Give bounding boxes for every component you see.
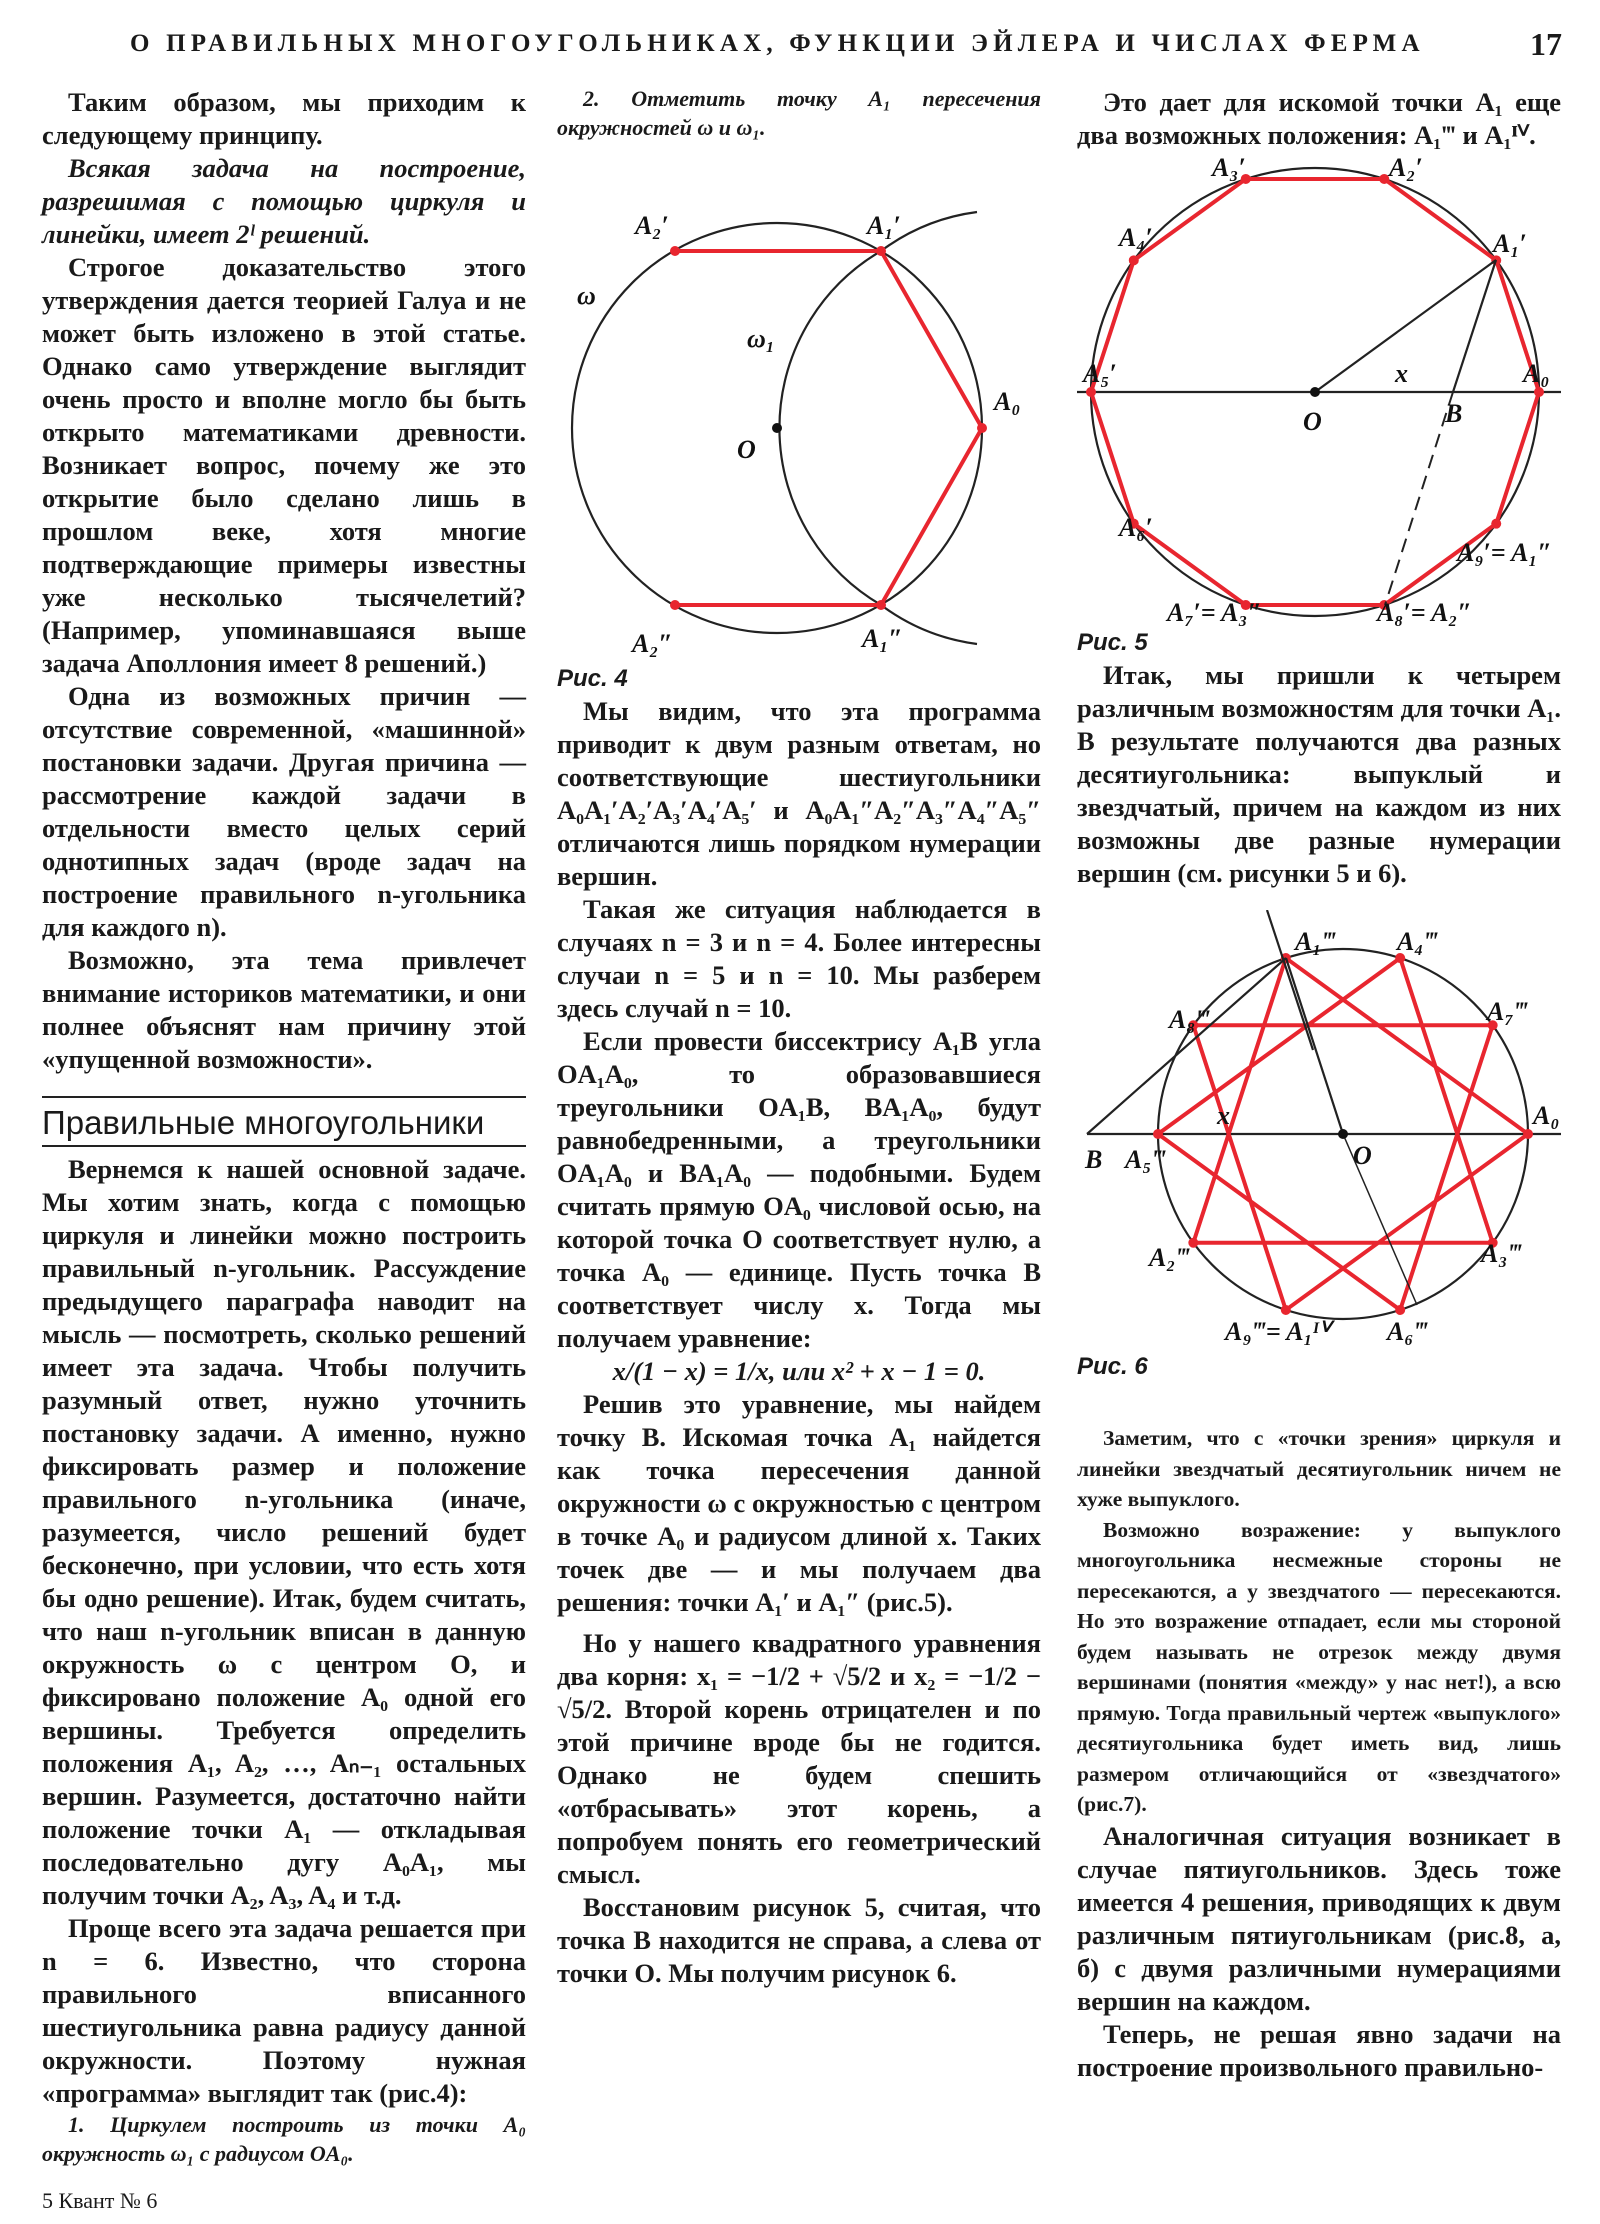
column-2 (557, 84, 1041, 1990)
paragraph: Проще всего эта задача решается при n = 6. Известно, что сторона правильного вписанного шестиугольника равна радиусу данной окружности. Поэтому нужная «программа» выглядит так (рис.4): (42, 1913, 526, 2108)
label: A₂‴ (1149, 1243, 1190, 1272)
radius-OA1 (1286, 958, 1343, 1134)
section-divider (42, 1145, 526, 1147)
label: A₂′ (635, 211, 669, 240)
paragraph: Возможно, эта тема привлечет внимание историков математики, и они полнее объяснят нам причину этой «упущенной возможности». (42, 945, 526, 1074)
center-point (1338, 1129, 1348, 1139)
paragraph: Если провести биссектрису A₁B угла OA₁A₀, то образовавшиеся треугольники OA₁B, BA₁A₀, будут равнобедренными, а треугольники OA₁A₀ и BA₁A₀ — подобными. Будем считать прямую OA₀ числовой осью, на которой точка O соответствует нулю, а точка A₀ — единице. Пусть точка B соответствует числу x. Тогда мы получаем уравнение: (557, 1026, 1041, 1353)
program-step-2: 2. Отметить точку A₁ пересечения окружностей ω и ω₁. (557, 86, 1041, 140)
label: A₈′= A₂″ (1377, 598, 1472, 626)
center-point (1310, 387, 1320, 397)
label: B (1085, 1145, 1103, 1174)
label: A₀ (994, 387, 1021, 416)
page-footer: 5 Квант № 6 (42, 2188, 158, 2213)
paragraph: Теперь, не решая явно задачи на построение произвольного правильно- (1077, 2018, 1561, 2082)
paragraph: Итак, мы пришли к четырем различным возможностям для точки A₁. В результате получаются два разных десятиугольника: выпуклый и звездчатый, причем на каждом из них возможны две разные нумерации вершин (см. рисунки 5 и 6). (1077, 660, 1561, 888)
label: A₈‴ (1169, 1005, 1210, 1034)
paragraph: Таким образом, мы приходим к следующему принципу. (42, 87, 526, 150)
figure-6-caption: Рис. 6 (1077, 1353, 1148, 1380)
column-3 (1077, 86, 1561, 2084)
label: A₄′ (1119, 223, 1153, 252)
section-divider (42, 1096, 526, 1098)
label: A₅‴ (1125, 1145, 1166, 1174)
label: x (1217, 1101, 1230, 1130)
figure-4-caption: Рис. 4 (557, 665, 628, 692)
program-step-1: 1. Циркулем построить из точки A₀ окружность ω₁ с радиусом OA₀. (42, 2112, 526, 2166)
hexagon-red (675, 251, 982, 605)
paragraph: Заметим, что с «точки зрения» циркуля и линейки звездчатый десятиугольник ничем не хуже выпуклого. (1077, 1426, 1561, 1511)
paragraph: Аналогичная ситуация возникает в случае пятиугольников. Здесь тоже имеется 4 решения, приводящих к двум различным пятиугольникам (рис.8, а, б) с двумя различными нумерациями вершин на каждом. (1077, 1820, 1561, 2016)
vertex-dot (1129, 255, 1139, 265)
vertex-dot (1395, 1305, 1405, 1315)
label: A₀ (1533, 1101, 1560, 1130)
paragraph: Мы видим, что эта программа приводит к двум разным ответам, но соответствующие шестиугольники A₀A₁′A₂′A₃′A₄′A₅′ и A₀A₁″A₂″A₃″A₄″A₅″ отличаются лишь порядком нумерации вершин. (557, 696, 1041, 891)
label: A₁‴ (1295, 927, 1336, 956)
label: ω₁ (747, 324, 775, 353)
label: A₆′ (1119, 513, 1153, 542)
vertex-dot (1281, 1305, 1291, 1315)
column-1 (42, 86, 526, 2168)
page-number: 17 (1530, 26, 1562, 62)
vertex-dot (1491, 519, 1501, 529)
principle-statement (42, 152, 526, 251)
label: A₃‴ (1481, 1239, 1522, 1268)
figure-5-caption: Рис. 5 (1077, 629, 1148, 656)
paragraph: Одна из возможных причин — отсутствие современной, «машинной» постановки задачи. Другая причина — рассмотрение каждой задачи в отдельности вместо целых серий однотипных задач (вроде задач на построение правильного n-угольника для каждого n). (42, 681, 526, 942)
label: A₉‴= A₁ᴵⱽ (1225, 1317, 1330, 1346)
paragraph: Решив это уравнение, мы найдем точку B. Искомая точка A₁ найдется как точка пересечения данной окружности ω с окружностью с центром в точке A₀ и радиусом длиной x. Таких точек две — и мы получаем два решения: точки A₁′ и A₁″ (рис.5). (557, 1389, 1041, 1617)
label: B (1445, 399, 1463, 428)
paragraph: Но у нашего квадратного уравнения два корня: x₁ = −1/2 + √5/2 и x₂ = −1/2 − √5/2. Второй корень отрицателен и по этой причине вроде бы не годится. Однако не будем спешить «отбрасывать» этот корень, а попробуем понять его геометрический смысл. (557, 1628, 1041, 1889)
label: O (1353, 1141, 1372, 1170)
running-header: О ПРАВИЛЬНЫХ МНОГОУГОЛЬНИКАХ, ФУНКЦИИ ЭЙЛЕРА И ЧИСЛАХ ФЕРМА (130, 30, 1425, 57)
paragraph: Возможно возражение: у выпуклого многоугольника несмежные стороны не пересекаются, а у звездчатого — пересекаются. Но это возражение отпадает, если мы стороной будем называть не отрезок между двумя вершинами (понятия «между» у нас нет!), а всю прямую. Тогда правильный чертеж «выпуклого» десятиугольника будет иметь вид, лишь размером отличающийся от «звездчатого» (рис.7). (1077, 1517, 1561, 1816)
principle-text: Всякая задача на построение, разрешимая с помощью циркуля и линейки, имеет 2ˡ решений. (42, 153, 526, 249)
label: O (1303, 407, 1322, 436)
label: A₁′ (1493, 229, 1527, 258)
bisector-A1B (1453, 260, 1496, 392)
aside-text (1077, 1423, 1561, 1820)
paragraph: Строгое доказательство этого утверждения дается теорией Галуа и не может быть изложено в этой статье. Однако само утверждение выглядит очень просто и вполне могло бы быть открыто математиками древности. Возникает вопрос, почему же это открытие было сделано лишь в прошлом веке, хотя многие подтверждающие примеры известны уже несколько тысячелетий? (Например, упоминавшаяся выше задача Аполлония имеет 8 решений.) (42, 252, 526, 678)
paragraph: Вернемся к нашей основной задаче. Мы хотим знать, когда с помощью циркуля и линейки можно построить правильный n-угольник. Рассуждение предыдущего параграфа наводит на мысль — посмотреть, сколько решений имеет эта задача. Чтобы получить разумный ответ, нужно уточнить постановку задачи. А именно, нужно фиксировать размер и положение правильного n-угольника (иначе, разумеется, число решений будет бесконечно, при условии, что есть хотя бы одно решение). Итак, будем считать, что наш n-угольник вписан в данную окружность ω с центром O, и фиксировано положение A₀ одной его вершины. Требуется определить положения A₁, A₂, …, Aₙ₋₁ остальных вершин. Разумеется, достаточно найти положение точки A₁ — откладывая последовательно дугу A₀A₁, мы получим точки A₂, A₃, A₄ и т.д. (42, 1154, 526, 1910)
label: O (737, 435, 756, 464)
label: ω (577, 281, 596, 310)
vertex-dot (1086, 387, 1096, 397)
label: A₇′= A₃″ (1167, 598, 1262, 626)
label: A₂′ (1389, 156, 1423, 182)
equation: x/(1 − x) = 1/x, или x² + x − 1 = 0. (612, 1356, 986, 1386)
label: A₁″ (862, 624, 903, 653)
label: A₉′= A₁″ (1457, 538, 1552, 567)
circle-omega1-arc (779, 251, 881, 605)
vertex-dot (1153, 1129, 1163, 1139)
label: A₆‴ (1387, 1317, 1428, 1346)
label: A₇‴ (1487, 997, 1528, 1026)
vertex-dot (1379, 174, 1389, 184)
label: x (1395, 359, 1408, 388)
label: A₄‴ (1397, 927, 1438, 956)
paragraph: Это дает для искомой точки A₁ еще два возможных положения: A₁‴ и A₁ᴵⱽ. (1077, 87, 1561, 150)
figure-4 (557, 182, 1041, 662)
label: A₅′ (1083, 359, 1117, 388)
label: A₂″ (632, 629, 673, 658)
paragraph: Восстановим рисунок 5, считая, что точка B находится не справа, а слева от точки O. Мы получим рисунок 6. (557, 1892, 1041, 1988)
section-heading: Правильные многоугольники (42, 1104, 485, 1141)
center-point (772, 423, 782, 433)
vertex-dot (1534, 387, 1544, 397)
label: A₀ (1523, 359, 1550, 388)
label: A₃′ (1212, 156, 1246, 182)
figure-5 (1077, 156, 1561, 626)
paragraph: Такая же ситуация наблюдается в случаях n = 3 и n = 4. Более интересны случаи n = 5 и n = 10. Мы разберем здесь случай n = 10. (557, 894, 1041, 1023)
vertex-dot (1523, 1129, 1533, 1139)
dashed-line (1385, 392, 1453, 605)
figure-6 (1077, 910, 1561, 1350)
label: A₁′ (867, 211, 901, 240)
hexagon-vertices (670, 246, 987, 610)
